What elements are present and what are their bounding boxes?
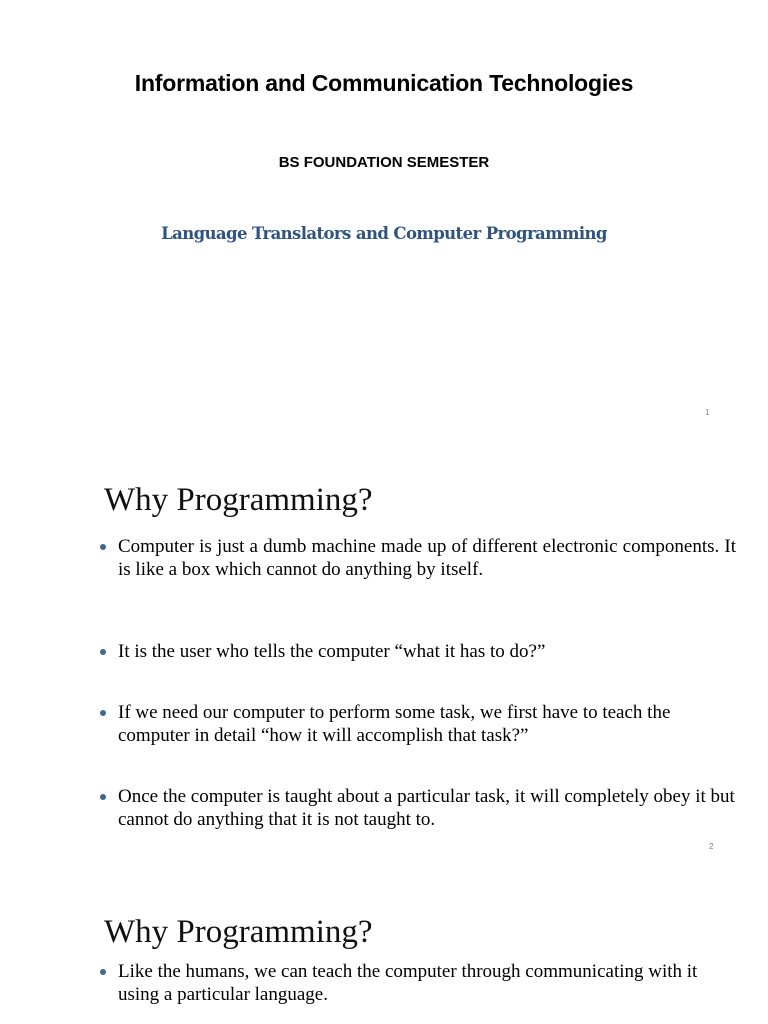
bullet-dot-icon xyxy=(100,649,106,655)
bullet-item xyxy=(100,786,736,831)
bullet-dot-icon xyxy=(100,969,106,975)
bullet-text: Like the humans, we can teach the computer through communicating with it using a particular language. xyxy=(118,961,698,1005)
bullet-dot-icon xyxy=(100,544,106,550)
bullet-text: Once the computer is taught about a particular task, it will completely obey it but cannot do anything that it is not taught to. xyxy=(118,786,735,830)
bullet-dot-icon xyxy=(100,710,106,716)
bullet-item xyxy=(100,961,736,1006)
slide-heading: Why Programming? xyxy=(104,914,373,950)
bullet-item xyxy=(100,702,736,747)
slide-1 xyxy=(0,0,768,432)
slide-heading: Why Programming? xyxy=(104,482,373,518)
bullet-dot-icon xyxy=(100,794,106,800)
slide-3 xyxy=(0,866,768,1024)
bullet-text: Computer is just a dumb machine made up of different electronic components. It is like a box which cannot do anything by itself. xyxy=(118,536,736,580)
bullet-text: If we need our computer to perform some task, we first have to teach the computer in detail “how it will accomplish that task?” xyxy=(118,702,671,746)
slide-title: Information and Communication Technologies xyxy=(134,70,634,96)
page-number: 2 xyxy=(709,842,714,851)
bullet-text: It is the user who tells the computer “what it has to do?” xyxy=(118,641,546,662)
slide-2 xyxy=(0,432,768,866)
bullet-item xyxy=(100,641,736,664)
slide-subtitle: BS FOUNDATION SEMESTER xyxy=(278,154,490,171)
bullet-item xyxy=(100,536,736,581)
slide-topic: Language Translators and Computer Programming xyxy=(161,224,607,243)
page-number: 1 xyxy=(705,408,710,417)
